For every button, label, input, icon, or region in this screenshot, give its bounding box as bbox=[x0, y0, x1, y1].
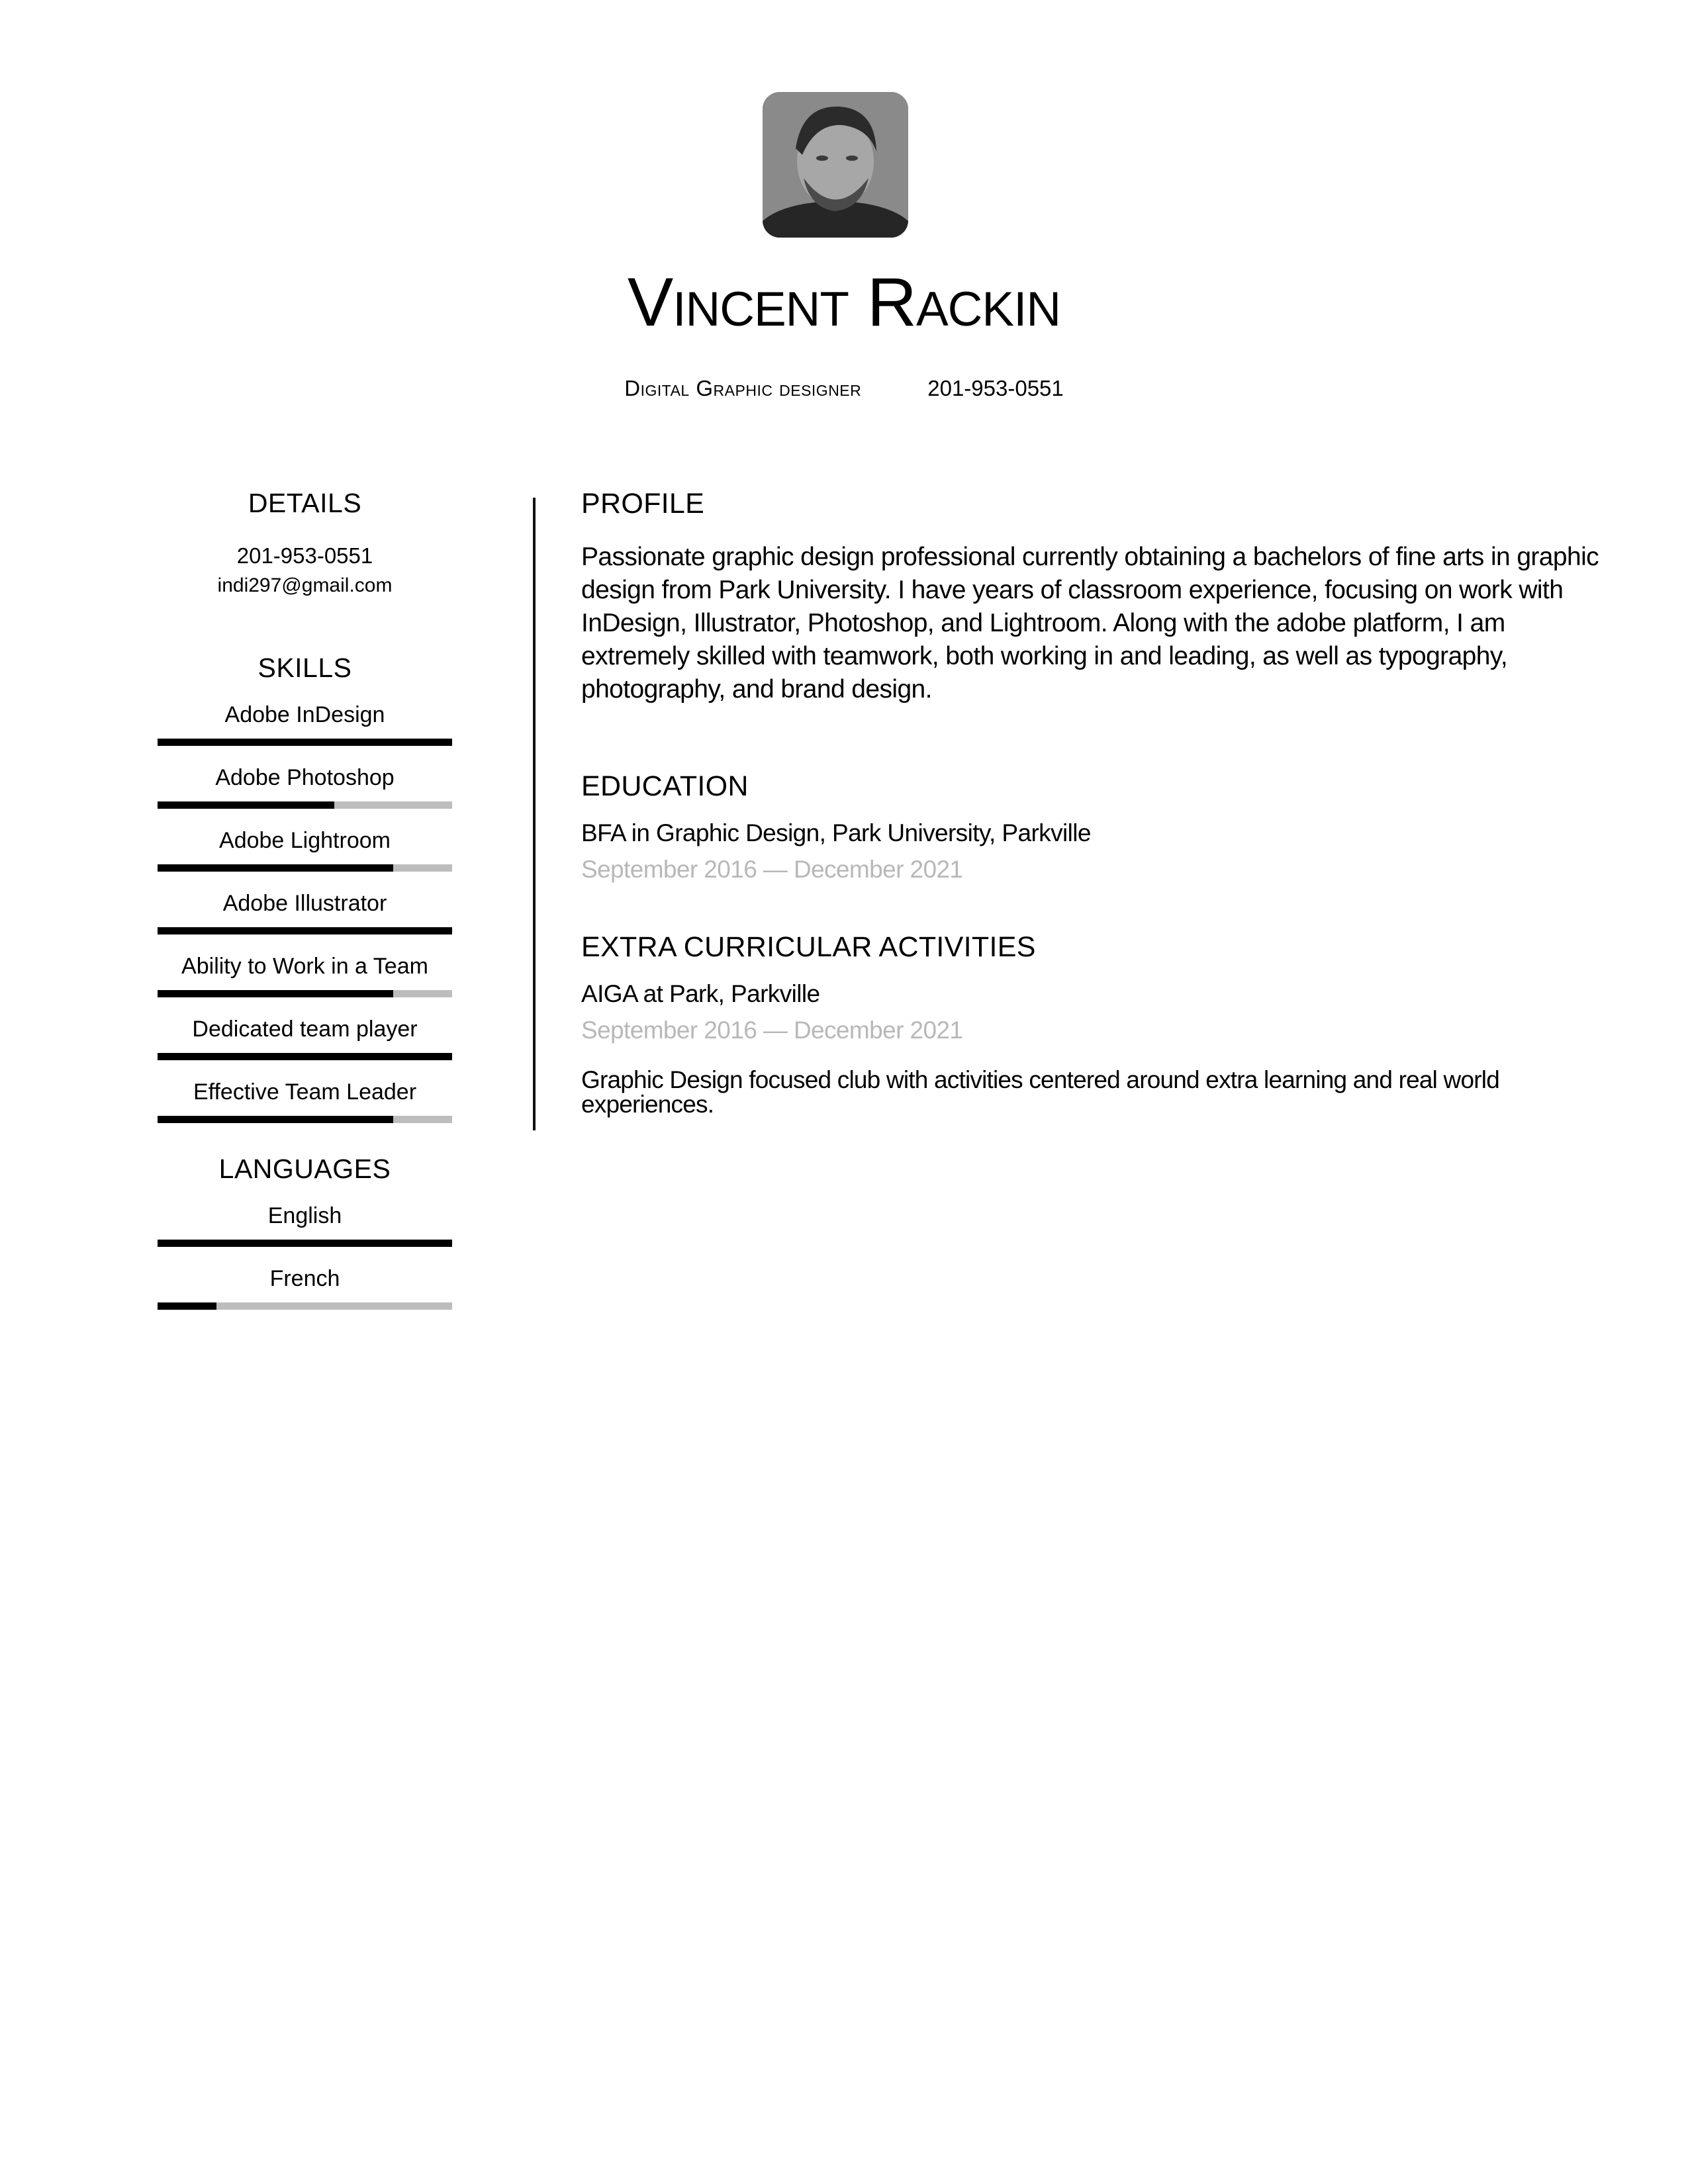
extracurricular-dates: September 2016 — December 2021 bbox=[581, 1017, 963, 1044]
details-phone: 201-953-0551 bbox=[236, 543, 373, 568]
skill-item bbox=[158, 892, 452, 934]
column-divider bbox=[533, 498, 536, 1130]
skill-item bbox=[158, 704, 452, 746]
details-email: indi297@gmail.com bbox=[217, 574, 393, 596]
candidate-name: Vincent Rackin bbox=[627, 264, 1061, 341]
details-heading: DETAILS bbox=[248, 488, 362, 518]
skill-item bbox=[158, 1018, 452, 1060]
profile-photo bbox=[763, 92, 908, 238]
skill-label: Effective Team Leader bbox=[193, 1079, 417, 1105]
skill-level-bar bbox=[158, 1116, 452, 1123]
skill-label: Ability to Work in a Team bbox=[181, 954, 428, 979]
skill-level-fill bbox=[158, 1116, 393, 1123]
skill-level-fill bbox=[158, 801, 334, 809]
skill-item bbox=[158, 1081, 452, 1123]
skill-item bbox=[158, 829, 452, 872]
education-heading: EDUCATION bbox=[581, 770, 749, 802]
skill-level-fill bbox=[158, 990, 393, 997]
skill-label: Adobe Photoshop bbox=[215, 765, 395, 790]
languages-list bbox=[158, 1205, 452, 1310]
skill-level-fill bbox=[158, 864, 393, 872]
skill-label: Adobe Illustrator bbox=[222, 891, 387, 916]
skill-item bbox=[158, 955, 452, 997]
education-title: BFA in Graphic Design, Park University, Parkville bbox=[581, 819, 1091, 846]
extracurricular-description: Graphic Design focused club with activities centered around extra learning and real world experiences. bbox=[581, 1066, 1499, 1118]
language-label: English bbox=[267, 1203, 342, 1228]
language-label: French bbox=[269, 1266, 340, 1291]
language-level-fill bbox=[158, 1302, 216, 1310]
sidebar bbox=[158, 490, 452, 1330]
language-level-bar bbox=[158, 1302, 452, 1310]
skills-list bbox=[158, 704, 452, 1123]
skill-level-fill bbox=[158, 927, 452, 934]
education-dates: September 2016 — December 2021 bbox=[581, 856, 963, 883]
skills-heading: SKILLS bbox=[258, 653, 352, 683]
main-content bbox=[581, 490, 1601, 1116]
skill-level-bar bbox=[158, 927, 452, 934]
header-phone: 201-953-0551 bbox=[927, 376, 1064, 400]
skill-level-bar bbox=[158, 801, 452, 809]
extracurricular-heading: EXTRA CURRICULAR ACTIVITIES bbox=[581, 931, 1036, 963]
skill-label: Adobe Lightroom bbox=[219, 828, 391, 853]
skill-level-bar bbox=[158, 864, 452, 872]
extracurricular-title: AIGA at Park, Parkville bbox=[581, 980, 820, 1007]
language-level-fill bbox=[158, 1240, 452, 1247]
skill-item bbox=[158, 766, 452, 809]
profile-heading: PROFILE bbox=[581, 488, 705, 520]
language-item bbox=[158, 1267, 452, 1310]
job-title: Digital Graphic designer bbox=[624, 376, 862, 400]
languages-heading: LANGUAGES bbox=[218, 1154, 391, 1184]
language-item bbox=[158, 1205, 452, 1247]
skill-label: Dedicated team player bbox=[192, 1017, 418, 1042]
skill-level-bar bbox=[158, 739, 452, 746]
skill-level-fill bbox=[158, 1053, 452, 1060]
skill-label: Adobe InDesign bbox=[224, 702, 385, 727]
skill-level-bar bbox=[158, 990, 452, 997]
profile-text: Passionate graphic design professional currently obtaining a bachelors of fine arts in graphic design from Park University. I have years of classroom experience, focusing on work with InDesign, Illustrator, Photoshop, and Lightroom. Along with the adobe platform, I am extremely skilled with teamwork, both working in and leading, as well as typography, photography, and brand design. bbox=[581, 543, 1599, 704]
language-level-bar bbox=[158, 1240, 452, 1247]
skill-level-fill bbox=[158, 739, 452, 746]
skill-level-bar bbox=[158, 1053, 452, 1060]
header-subline bbox=[0, 377, 1688, 399]
